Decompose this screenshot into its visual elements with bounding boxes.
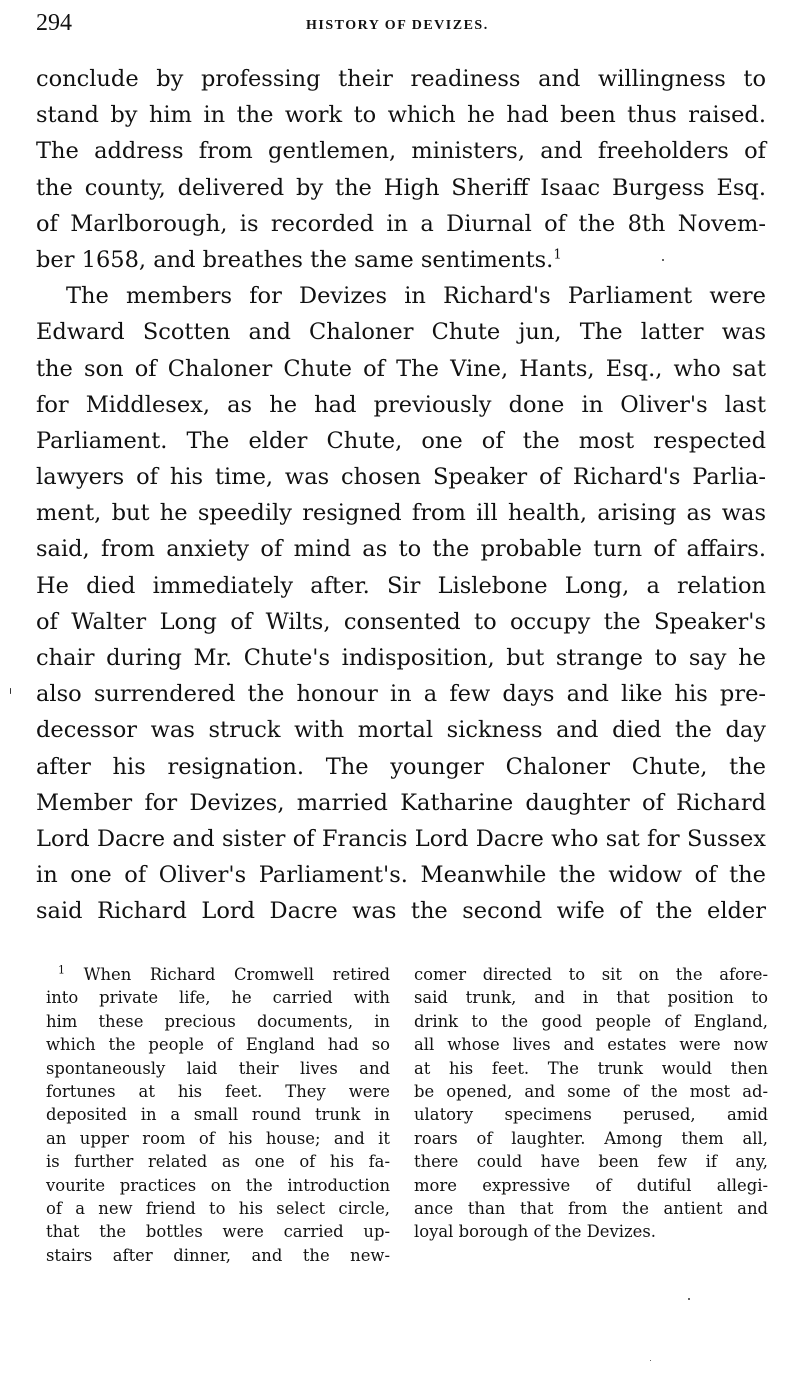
body-line: for Middlesex, as he had previously done in Oliver's last	[36, 391, 766, 418]
footnote-line: drink to the good people of England,	[414, 1011, 768, 1031]
running-head: HISTORY OF DEVIZES.	[306, 18, 489, 33]
body-line: lawyers of his time, was chosen Speaker of Richard's Parlia-	[36, 464, 766, 491]
footnote-line: there could have been few if any,	[414, 1152, 768, 1172]
footnote-line: an upper room of his house; and it	[46, 1128, 390, 1148]
footnote-line: spontaneously laid their lives and	[46, 1058, 390, 1078]
body-line: chair during Mr. Chute's indisposition, but strange to say he	[36, 645, 766, 671]
footnote-line: ulatory specimens perused, amid	[414, 1105, 768, 1125]
body-line: stand by him in the work to which he had been thus raised.	[36, 102, 766, 129]
footnote-line: more expressive of dutiful allegi-	[414, 1175, 768, 1195]
body-line: Member for Devizes, married Katharine daughter of Richard	[36, 789, 766, 816]
footnote-line: When Richard Cromwell retired	[83, 965, 390, 984]
footnote-line: of a new friend to his select circle,	[46, 1198, 390, 1218]
footnote-line: at his feet. The trunk would then	[414, 1058, 768, 1078]
body-text	[36, 61, 766, 930]
body-line: after his resignation. The younger Chaloner Chute, the	[36, 753, 766, 780]
footnote-first-line	[46, 963, 390, 986]
body-line-with-footnote	[36, 242, 766, 278]
scan-speck	[10, 688, 11, 694]
footnote-line: loyal borough of the Devizes.	[414, 1222, 656, 1242]
footnote-line: fortunes at his feet. They were	[46, 1081, 390, 1101]
body-line: in one of Oliver's Parliament's. Meanwhile the widow of the	[36, 862, 766, 889]
footnote-marker: 1	[58, 963, 65, 977]
footnote-line: that the bottles were carried up-	[46, 1222, 390, 1242]
body-line: He died immediately after. Sir Lislebone Long, a relation	[36, 572, 766, 599]
footnote-line: all whose lives and estates were now	[414, 1035, 768, 1055]
body-line: also surrendered the honour in a few days and like his pre-	[36, 681, 766, 708]
body-line: ment, but he speedily resigned from ill health, arising as was	[36, 500, 766, 527]
page-header	[36, 6, 766, 46]
scan-speck	[650, 1360, 651, 1361]
body-line: Lord Dacre and sister of Francis Lord Dacre who sat for Sussex	[36, 825, 766, 852]
footnote-line: roars of laughter. Among them all,	[414, 1128, 768, 1148]
footnote-line: deposited in a small round trunk in	[46, 1105, 390, 1125]
scan-speck	[688, 1298, 690, 1300]
footnote-line: be opened, and some of the most ad-	[414, 1081, 768, 1101]
body-line: of Marlborough, is recorded in a Diurnal of the 8th Novem-	[36, 210, 766, 237]
page-number: 294	[36, 10, 72, 36]
body-line: said Richard Lord Dacre was the second wife of the elder	[36, 898, 766, 925]
footnote-line: stairs after dinner, and the new-	[46, 1245, 390, 1265]
footnote-line: ance than that from the antient and	[414, 1198, 768, 1218]
body-line: Parliament. The elder Chute, one of the most respected	[36, 427, 766, 454]
footnote-column-left	[46, 963, 390, 1267]
footnote-column-right	[414, 963, 768, 1244]
body-line: The address from gentlemen, ministers, and freeholders of	[36, 138, 766, 165]
scan-speck	[662, 259, 664, 261]
footnote-line: comer directed to sit on the afore-	[414, 965, 768, 984]
footnote-line: is further related as one of his fa-	[46, 1152, 390, 1172]
body-line: ber 1658, and breathes the same sentiments.	[36, 246, 554, 273]
footnote-line: him these precious documents, in	[46, 1011, 390, 1031]
body-line: decessor was struck with mortal sickness and died the day	[36, 717, 766, 744]
footnote-line: said trunk, and in that position to	[414, 988, 768, 1008]
body-line: the son of Chaloner Chute of The Vine, Hants, Esq., who sat	[36, 355, 766, 382]
body-line: conclude by professing their readiness and willingness to	[36, 66, 766, 92]
footnote-block	[46, 963, 768, 1323]
body-line: the county, delivered by the High Sheriff Isaac Burgess Esq.	[36, 174, 766, 201]
body-line: Edward Scotten and Chaloner Chute jun, The latter was	[36, 319, 766, 346]
footnote-line: vourite practices on the introduction	[46, 1175, 390, 1195]
footnote-line: which the people of England had so	[46, 1035, 390, 1055]
body-line: of Walter Long of Wilts, consented to occupy the Speaker's	[36, 608, 766, 635]
footnote-reference: 1	[553, 247, 562, 263]
body-line: said, from anxiety of mind as to the probable turn of affairs.	[36, 536, 766, 563]
footnote-line: into private life, he carried with	[46, 988, 390, 1008]
body-line: The members for Devizes in Richard's Parliament were	[66, 283, 766, 310]
